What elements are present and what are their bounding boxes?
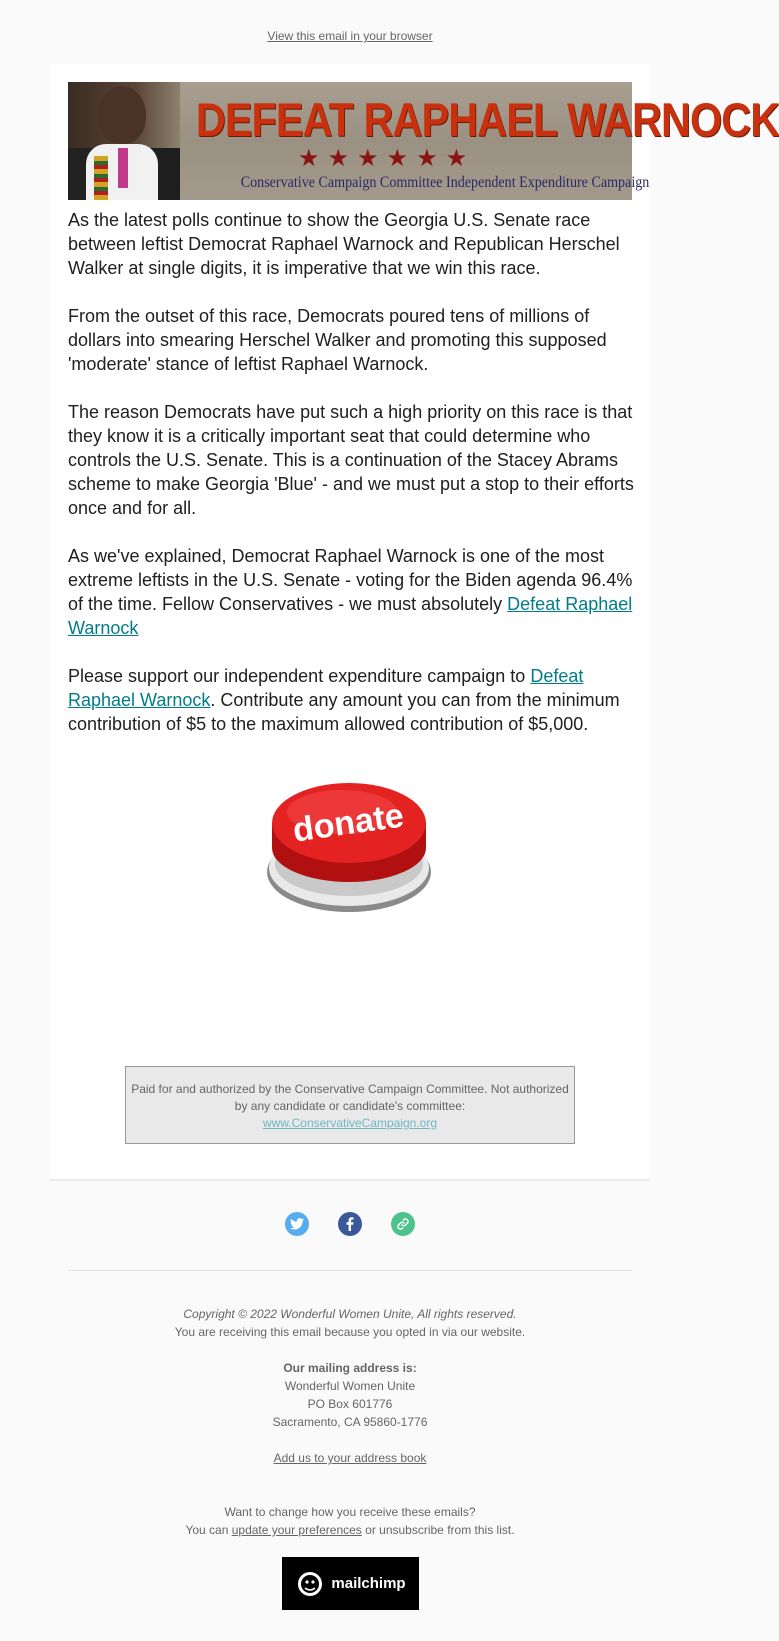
mailchimp-logo-icon bbox=[295, 1569, 325, 1599]
paragraph-1: As the latest polls continue to show the Georgia U.S. Senate race between leftist Democrat Raphael Warnock and Republican Herschel Walker at single digits, it is imperative that we win this race. bbox=[68, 210, 620, 278]
mailchimp-label: mailchimp bbox=[331, 1575, 406, 1592]
mailing-po-box: PO Box 601776 bbox=[307, 1397, 393, 1411]
banner-title: DEFEAT RAPHAEL WARNOCK bbox=[195, 93, 779, 146]
copyright: Copyright © 2022 Wonderful Women Unite, All rights reserved. bbox=[183, 1307, 517, 1321]
view-in-browser-link[interactable]: View this email in your browser bbox=[267, 29, 433, 43]
conservative-campaign-link[interactable]: www.ConservativeCampaign.org bbox=[262, 1116, 438, 1130]
paragraph-5: Please support our independent expenditure campaign to Defeat Raphael Warnock. Contribute any amount you can from the minimum contribution of $5 to the maximum allowed contribution of $5,000. bbox=[68, 666, 620, 734]
paragraph-2: From the outset of this race, Democrats poured tens of millions of dollars into smearing Herschel Walker and promoting this supposed 'moderate' stance of leftist Raphael Warnock. bbox=[68, 306, 607, 374]
mailing-org: Wonderful Women Unite bbox=[284, 1379, 416, 1393]
header-banner bbox=[68, 82, 779, 200]
banner-portrait bbox=[68, 82, 180, 200]
opt-in-reason: You are receiving this email because you opted in via our website. bbox=[174, 1325, 526, 1339]
update-preferences-link[interactable]: update your preferences bbox=[231, 1523, 362, 1537]
mailing-heading: Our mailing address is: bbox=[283, 1361, 417, 1375]
mailchimp-badge[interactable] bbox=[282, 1557, 419, 1610]
facebook-icon[interactable] bbox=[338, 1212, 362, 1236]
twitter-icon[interactable] bbox=[285, 1212, 309, 1236]
donate-button[interactable] bbox=[264, 768, 434, 918]
donate-label: donate bbox=[290, 796, 407, 850]
divider bbox=[50, 1179, 650, 1181]
link-icon[interactable] bbox=[391, 1212, 415, 1236]
footer-divider bbox=[68, 1270, 632, 1271]
preferences-line: You can update your preferences or unsubscribe from this list. bbox=[185, 1523, 515, 1537]
email-footer bbox=[50, 1305, 650, 1539]
banner-subtitle: Conservative Campaign Committee Independent Expenditure Campaign bbox=[240, 174, 650, 191]
preheader bbox=[0, 0, 700, 64]
defeat-warnock-link-2[interactable]: Defeat Raphael Warnock bbox=[68, 666, 584, 710]
email-body bbox=[68, 208, 638, 760]
banner-stars: ★★★★★★ bbox=[298, 145, 476, 172]
defeat-warnock-link-1[interactable]: Defeat Raphael Warnock bbox=[68, 594, 633, 638]
change-prompt: Want to change how you receive these emails? bbox=[224, 1505, 476, 1519]
paid-for-disclaimer: Paid for and authorized by the Conservative Campaign Committee. Not authorized by any candidate or candidate's committee: www.ConservativeCampaign.org bbox=[125, 1066, 575, 1144]
email-card bbox=[50, 64, 779, 1180]
paragraph-4: As we've explained, Democrat Raphael Warnock is one of the most extreme leftists in the U.S. Senate - voting for the Biden agenda 96.4% of the time. Fellow Conservatives - we must absolutely Defeat Raphael Warnock bbox=[68, 546, 633, 638]
paragraph-3: The reason Democrats have put such a high priority on this race is that they know it is a critically important seat that could determine who controls the U.S. Senate. This is a continuation of the Stacey Abrams scheme to make Georgia 'Blue' - and we must put a stop to their efforts once and for all. bbox=[68, 402, 634, 518]
add-address-book-link[interactable]: Add us to your address book bbox=[273, 1451, 427, 1465]
mailing-city: Sacramento, CA 95860-1776 bbox=[272, 1415, 428, 1429]
